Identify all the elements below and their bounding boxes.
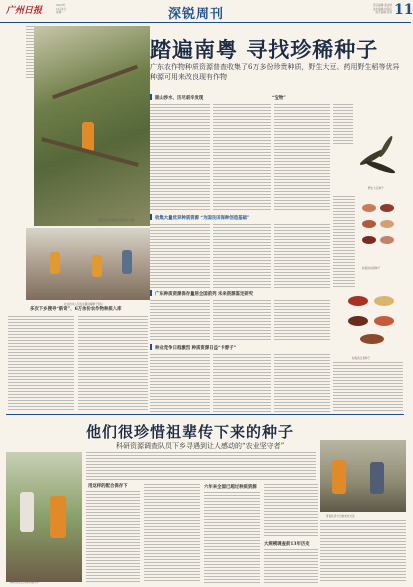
second-subhead-3: 大规模调查前13年历史: [264, 542, 310, 547]
subhead-bar: [150, 214, 152, 220]
seed-cluster-icon: [362, 236, 376, 244]
body-text-col: [274, 224, 330, 288]
body-text-col: [204, 492, 260, 583]
page-number: 11: [394, 2, 413, 18]
seed-cluster-icon: [374, 316, 394, 326]
seed-cluster-icon: [374, 296, 394, 306]
person-figure: [20, 492, 34, 532]
subhead-bar: [150, 94, 152, 100]
second-subhead-2: 六年来全国已超过种质资源: [204, 485, 257, 490]
main-headline: 踏遍南粤 寻找珍稀种子: [150, 37, 379, 62]
subhead-3: 广东种质资源保存量居全国前列 未来资源鉴定研究: [155, 292, 254, 297]
body-text-col: [8, 316, 74, 412]
body-text-col: [274, 104, 330, 212]
pod-icon: [378, 135, 394, 158]
seed-cluster-icon: [380, 220, 394, 228]
bean-seeds-image: [340, 290, 404, 354]
body-text-col: [274, 354, 330, 412]
body-text-col: [213, 104, 271, 212]
body-text-col: [264, 549, 318, 583]
body-text-col: [320, 520, 406, 583]
body-text-col: [333, 196, 355, 288]
main-deck: 广东农作物种质资源普查收集了6万多份珍贵种质，野生大豆、药用野生稻等优异种源可用来改良现有作物: [150, 63, 400, 81]
pod-icon: [364, 159, 396, 176]
seed-cluster-icon: [380, 204, 394, 212]
body-text-col: [150, 104, 210, 212]
subhead-2: 收集大量优异种质资源 “为国良田保种创造基础”: [155, 216, 250, 221]
second-headline: 他们很珍惜祖辈传下来的种子: [86, 423, 295, 441]
body-text-col: [333, 104, 353, 144]
person-figure: [50, 496, 66, 538]
body-text-col: [144, 484, 200, 583]
subhead-bar: [150, 290, 152, 296]
body-text-col: [213, 300, 271, 342]
seed-cluster-icon: [380, 236, 394, 244]
caption-seeds-bot: 收集的豆类种子: [352, 357, 371, 360]
body-text-col: [86, 452, 316, 480]
caption-group: 农业技术人员在乡镇讲解种子知识: [64, 303, 103, 306]
body-text-col: [78, 316, 148, 412]
body-text-col: [213, 354, 271, 412]
seed-pods-image: [352, 134, 404, 184]
caption-bottom-right: 普查队员与当地老农交流: [326, 515, 355, 518]
second-deck: 科研资源调查队员下乡寻遇到让人感动的“农业坚守者”: [116, 442, 285, 450]
farmers-photo: [320, 440, 406, 512]
editor-info: 责任编辑:姜泳烨 美术编辑:林荣佳 版式编辑:吴婉: [372, 4, 392, 14]
caption-seeds-top: 野生大豆种子: [368, 187, 384, 190]
field-photo: [6, 452, 82, 582]
subhead-1: 跋山涉水、历尽艰辛发现: [155, 96, 204, 101]
section-title: 深锐周刊: [168, 7, 225, 22]
body-text-col: [333, 362, 403, 412]
subhead-1b: “宝物”: [272, 96, 286, 101]
caption-tree: 普查队员在调查中采集野生资源: [98, 219, 135, 222]
seed-cluster-icon: [360, 334, 384, 344]
body-text-col: [264, 484, 318, 538]
person-figure: [50, 252, 60, 274]
person-figure: [332, 460, 346, 494]
caption-bottom-left: 调研队员在田间采集样本: [10, 581, 39, 584]
seed-cluster-icon: [362, 220, 376, 228]
body-text-col: [213, 224, 271, 288]
body-text-col: [86, 491, 140, 583]
caption-seeds-mid: 收集的水稻种子: [362, 267, 381, 270]
person-figure: [122, 250, 132, 274]
body-text-col: [150, 300, 210, 342]
second-subhead-1: 用这样的配合保存下: [88, 484, 128, 489]
publication-info: 2023年 12月4日 星期一: [56, 4, 67, 14]
body-text-col: [150, 224, 210, 288]
body-text-col: [274, 300, 330, 342]
person-figure: [92, 255, 102, 277]
seed-cluster-icon: [348, 316, 368, 326]
seed-cluster-icon: [362, 204, 376, 212]
person-figure: [370, 462, 384, 494]
side-subhead: 多次下乡搜寻“新奇”、6万余份农作物种质入库: [30, 307, 122, 312]
seed-cluster-icon: [348, 296, 368, 306]
rice-seeds-image: [356, 196, 404, 264]
newspaper-logo: 广州日报: [6, 6, 43, 16]
subhead-bar: [150, 344, 152, 350]
subhead-4: 种业竞争日趋激烈 种质资源日益“卡脖子”: [155, 346, 237, 351]
body-text-col: [150, 354, 210, 412]
section-divider: [6, 414, 404, 415]
